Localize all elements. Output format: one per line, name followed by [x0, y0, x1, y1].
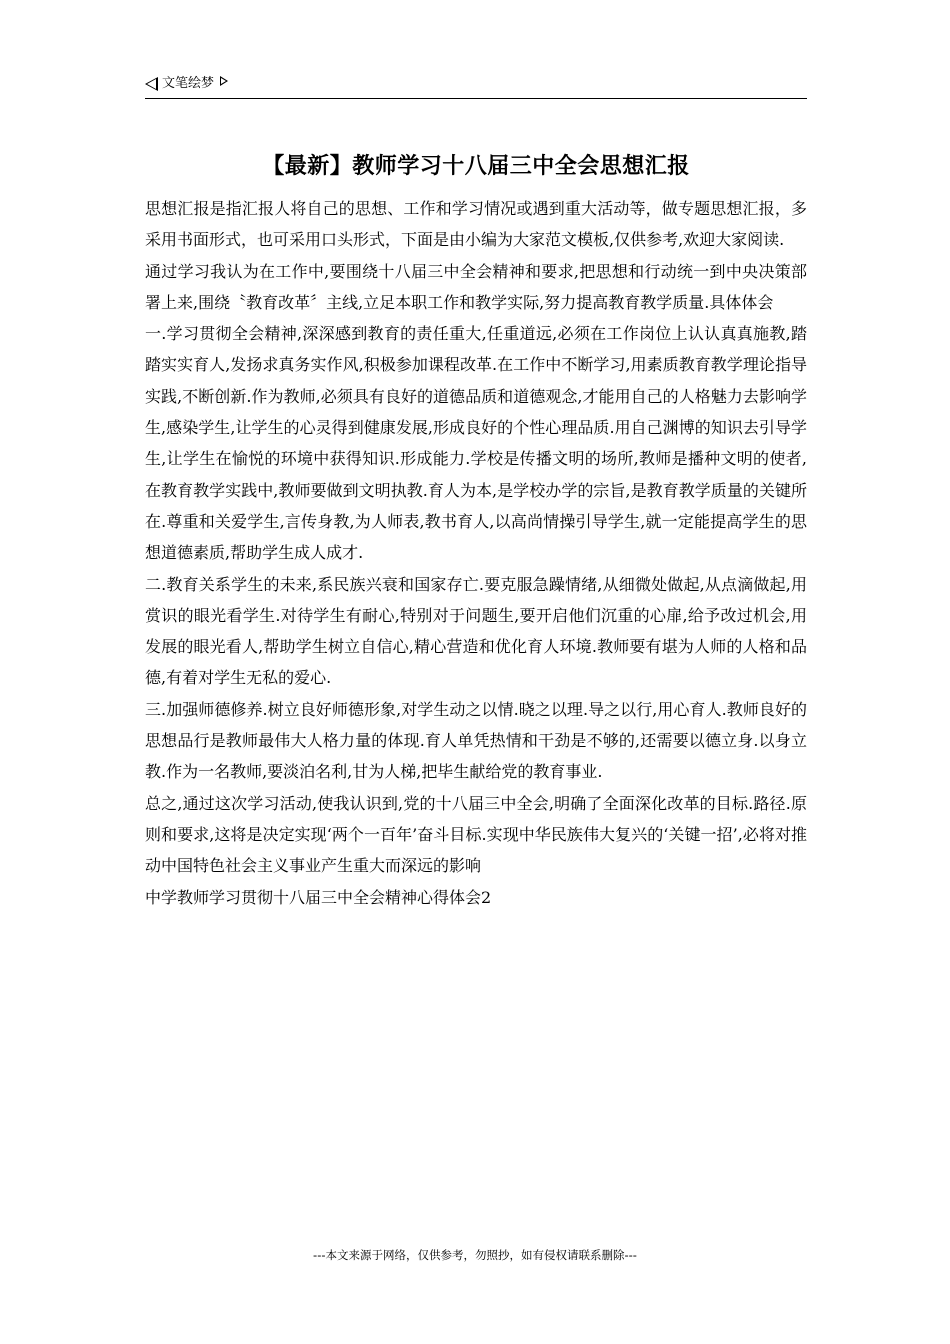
- paragraph-point-two: 二.教育关系学生的未来,系民族兴衰和国家存亡.要克服急躁情绪,从细微处做起,从点滴做起,用赏识的眼光看学生.对待学生有耐心,特别对于问题生,要开启他们沉重的心扉,给予改过机会,用发展的眼光看人,帮助学生树立自信心,精心营造和优化育人环境.教师要有堪为人师的人格和品德,有着对学生无私的爱心.: [145, 574, 807, 688]
- triangle-left-icon: [145, 77, 158, 91]
- paragraph-point-three: 三.加强师德修养.树立良好师德形象,对学生动之以情.晓之以理.导之以行,用心育人.教师良好的思想品行是教师最伟大人格力量的体现.育人单凭热情和干劲是不够的,还需要以德立身.以身立教.作为一名教师,要淡泊名利,甘为人梯,把毕生献给党的教育事业.: [145, 699, 807, 782]
- paragraph-intro: 思想汇报是指汇报人将自己的思想、工作和学习情况或遇到重大活动等，做专题思想汇报，多采用书面形式，也可采用口头形式，下面是由小编为大家范文模板,仅供参考,欢迎大家阅读.: [145, 199, 807, 250]
- footer-notice: ---本文来源于网络，仅供参考，勿照抄，如有侵权请联系删除---: [313, 1248, 637, 1262]
- document-body: [145, 193, 807, 913]
- document-title: 【最新】教师学习十八届三中全会思想汇报: [262, 154, 690, 179]
- header-brand: [145, 76, 228, 92]
- paragraph-conclusion: 总之,通过这次学习活动,使我认识到,党的十八届三中全会,明确了全面深化改革的目标.路径.原则和要求,这将是决定实现‘两个一百年’奋斗目标.实现中华民族伟大复兴的‘关键一招’,必将对推动中国特色社会主义事业产生重大而深远的影响: [145, 793, 807, 876]
- paragraph-point-one: 一.学习贯彻全会精神,深深感到教育的责任重大,任重道远,必须在工作岗位上认认真真施教,踏踏实实育人,发扬求真务实作风,积极参加课程改革.在工作中不断学习,用素质教育教学理论指导实践,不断创新.作为教师,必须具有良好的道德品质和道德观念,才能用自己的人格魅力去影响学生,感染学生,让学生的心灵得到健康发展,形成良好的个性心理品质.用自己渊博的知识去引导学生,让学生在愉悦的环境中获得知识.形成能力.学校是传播文明的场所,教师是播种文明的使者,在教育教学实践中,教师要做到文明执教.育人为本,是学校办学的宗旨,是教育教学质量的关键所在.尊重和关爱学生,言传身教,为人师表,教书育人,以高尚情操引导学生,就一定能提高学生的思想道德素质,帮助学生成人成才.: [145, 324, 807, 563]
- brand-label: 文笔绘梦: [162, 76, 215, 91]
- paragraph-next-heading: 中学教师学习贯彻十八届三中全会精神心得体会2: [145, 887, 492, 907]
- page-header: [145, 72, 807, 99]
- triangle-right-icon: [220, 76, 228, 86]
- paragraph-opening: 通过学习我认为在工作中,要围绕十八届三中全会精神和要求,把思想和行动统一到中央决策部署上来,围绕〝教育改革〞主线,立足本职工作和教学实际,努力提高教育教学质量.具体体会: [145, 261, 807, 312]
